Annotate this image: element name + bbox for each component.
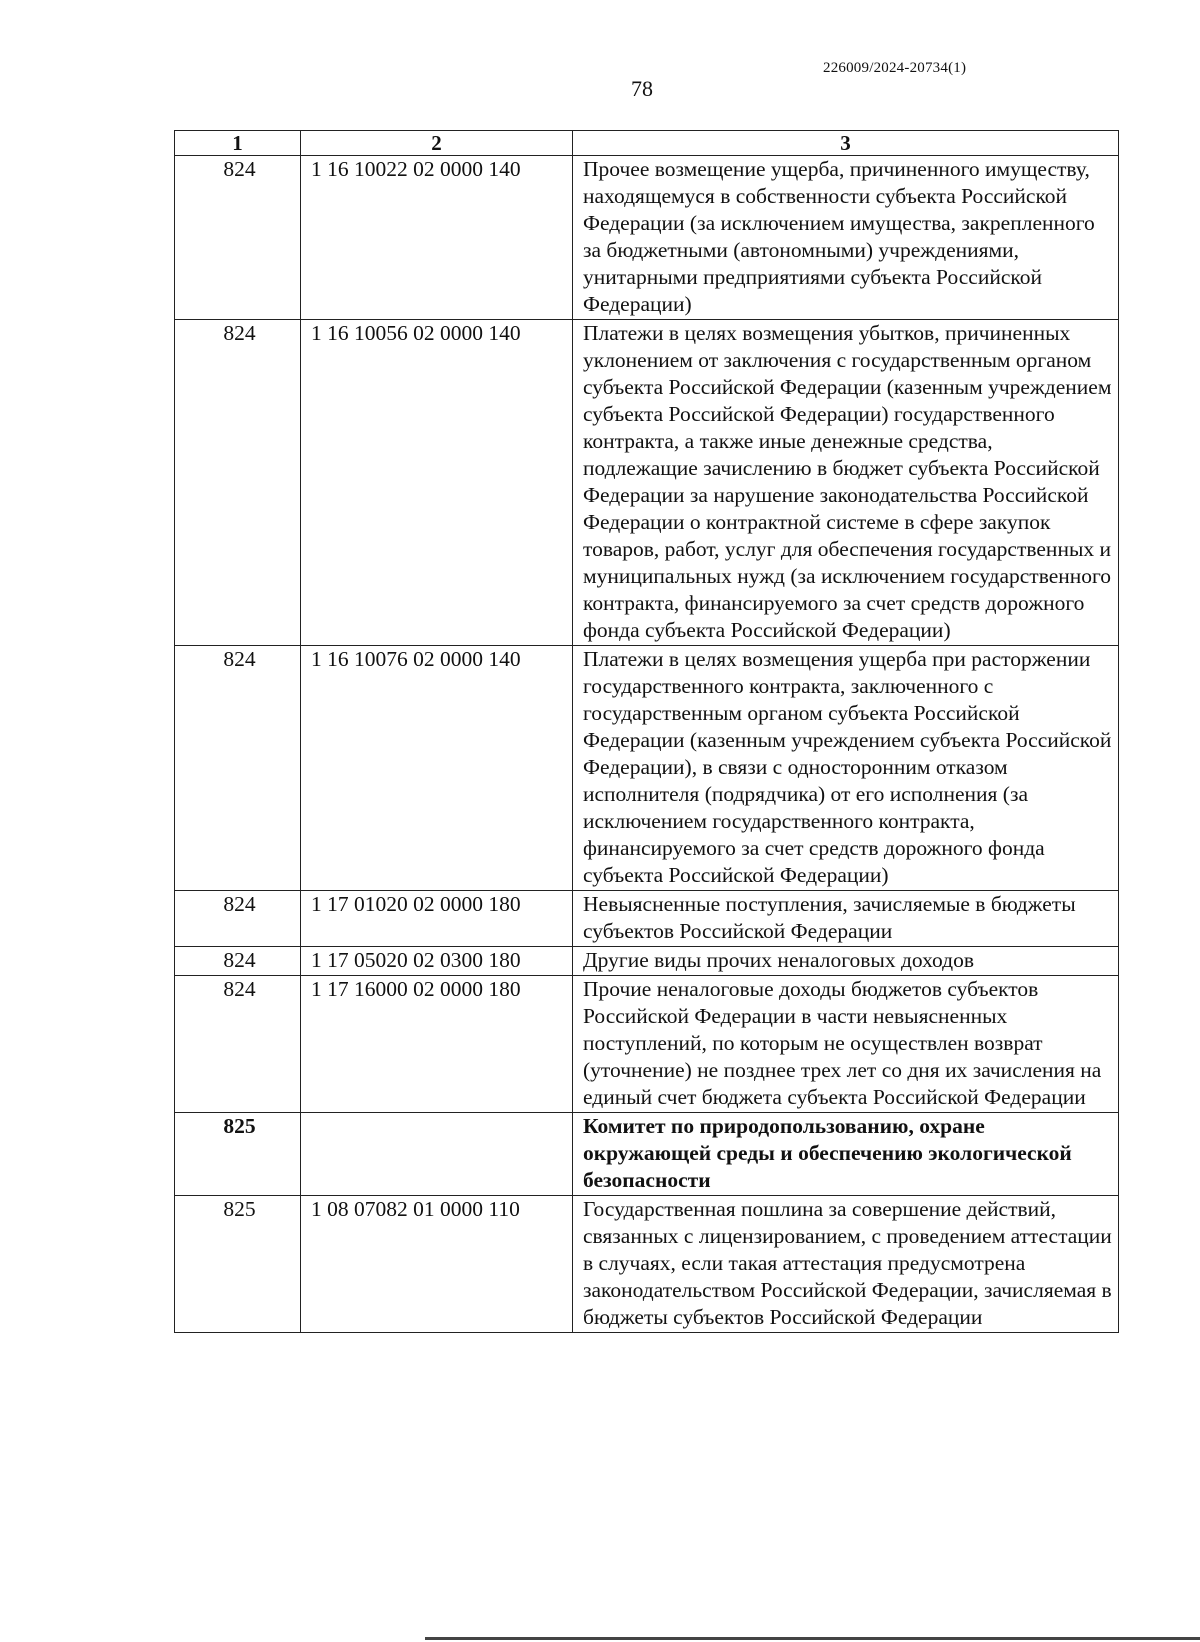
- admin-code-cell: 825: [175, 1196, 301, 1333]
- revenue-description-cell: Другие виды прочих неналоговых доходов: [573, 947, 1119, 976]
- budget-classification-code-cell: 1 16 10056 02 0000 140: [301, 320, 573, 646]
- column-header-admin: 1: [175, 131, 301, 156]
- revenue-description-cell: Платежи в целях возмещения ущерба при расторжении государственного контракта, заключенного с государственным органом субъекта Российской Федерации (казенным учреждением субъекта Российской Федерации), в связи с односторонним отказом исполнителя (подрядчика) от его исполнения (за исключением государственного контракта, финансируемого за счет средств дорожного фонда субъекта Российской Федерации): [573, 646, 1119, 891]
- revenue-description-cell: Невыясненные поступления, зачисляемые в бюджеты субъектов Российской Федерации: [573, 891, 1119, 947]
- budget-classification-code-cell: 1 17 01020 02 0000 180: [301, 891, 573, 947]
- budget-classification-code-cell: 1 16 10022 02 0000 140: [301, 156, 573, 320]
- admin-code-cell: 824: [175, 976, 301, 1113]
- budget-classification-code-cell: [301, 1113, 573, 1196]
- page-number: 78: [631, 76, 653, 101]
- column-header-description: 3: [573, 131, 1119, 156]
- admin-code-cell: 824: [175, 646, 301, 891]
- revenue-description-cell: Прочие неналоговые доходы бюджетов субъектов Российской Федерации в части невыясненных поступлений, по которым не осуществлен возврат (уточнение) не позднее трех лет со дня их зачисления на единый счет бюджета субъекта Российской Федерации: [573, 976, 1119, 1113]
- table-row: [175, 156, 1119, 320]
- admin-code-cell: 824: [175, 891, 301, 947]
- revenue-description-cell: Государственная пошлина за совершение действий, связанных с лицензированием, с проведением аттестации в случаях, если такая аттестация предусмотрена законодательством Российской Федерации, зачисляемая в бюджеты субъектов Российской Федерации: [573, 1196, 1119, 1333]
- revenue-description-cell: Прочее возмещение ущерба, причиненного имуществу, находящемуся в собственности субъекта Российской Федерации (за исключением имущества, закрепленного за бюджетными (автономными) учреждениями, унитарными предприятиями субъекта Российской Федерации): [573, 156, 1119, 320]
- budget-classification-code-cell: 1 16 10076 02 0000 140: [301, 646, 573, 891]
- admin-code-cell: 824: [175, 320, 301, 646]
- budget-revenue-table: [174, 130, 1119, 1333]
- table-section-row: [175, 1113, 1119, 1196]
- admin-code-cell: 825: [175, 1113, 301, 1196]
- admin-code-cell: 824: [175, 947, 301, 976]
- revenue-description-cell: Платежи в целях возмещения убытков, причиненных уклонением от заключения с государственным органом субъекта Российской Федерации (казенным учреждением субъекта Российской Федерации) государственного контракта, а также иные денежные средства, подлежащие зачислению в бюджет субъекта Российской Федерации за нарушение законодательства Российской Федерации о контрактной системе в сфере закупок товаров, работ, услуг для обеспечения государственных и муниципальных нужд (за исключением государственного контракта, финансируемого за счет средств дорожного фонда субъекта Российской Федерации): [573, 320, 1119, 646]
- column-header-code: 2: [301, 131, 573, 156]
- table-row: [175, 891, 1119, 947]
- administrator-name-cell: Комитет по природопользованию, охране окружающей среды и обеспечению экологической безопасности: [573, 1113, 1119, 1196]
- table-row: [175, 947, 1119, 976]
- admin-code-cell: 824: [175, 156, 301, 320]
- table-row: [175, 646, 1119, 891]
- document-registration-number: 226009/2024-20734(1): [823, 60, 967, 76]
- table-header-row: [175, 131, 1119, 156]
- budget-classification-code-cell: 1 17 16000 02 0000 180: [301, 976, 573, 1113]
- table-row: [175, 320, 1119, 646]
- budget-classification-code-cell: 1 17 05020 02 0300 180: [301, 947, 573, 976]
- scan-bottom-edge-line: [425, 1637, 1200, 1640]
- table-row: [175, 1196, 1119, 1333]
- table-row: [175, 976, 1119, 1113]
- budget-classification-code-cell: 1 08 07082 01 0000 110: [301, 1196, 573, 1333]
